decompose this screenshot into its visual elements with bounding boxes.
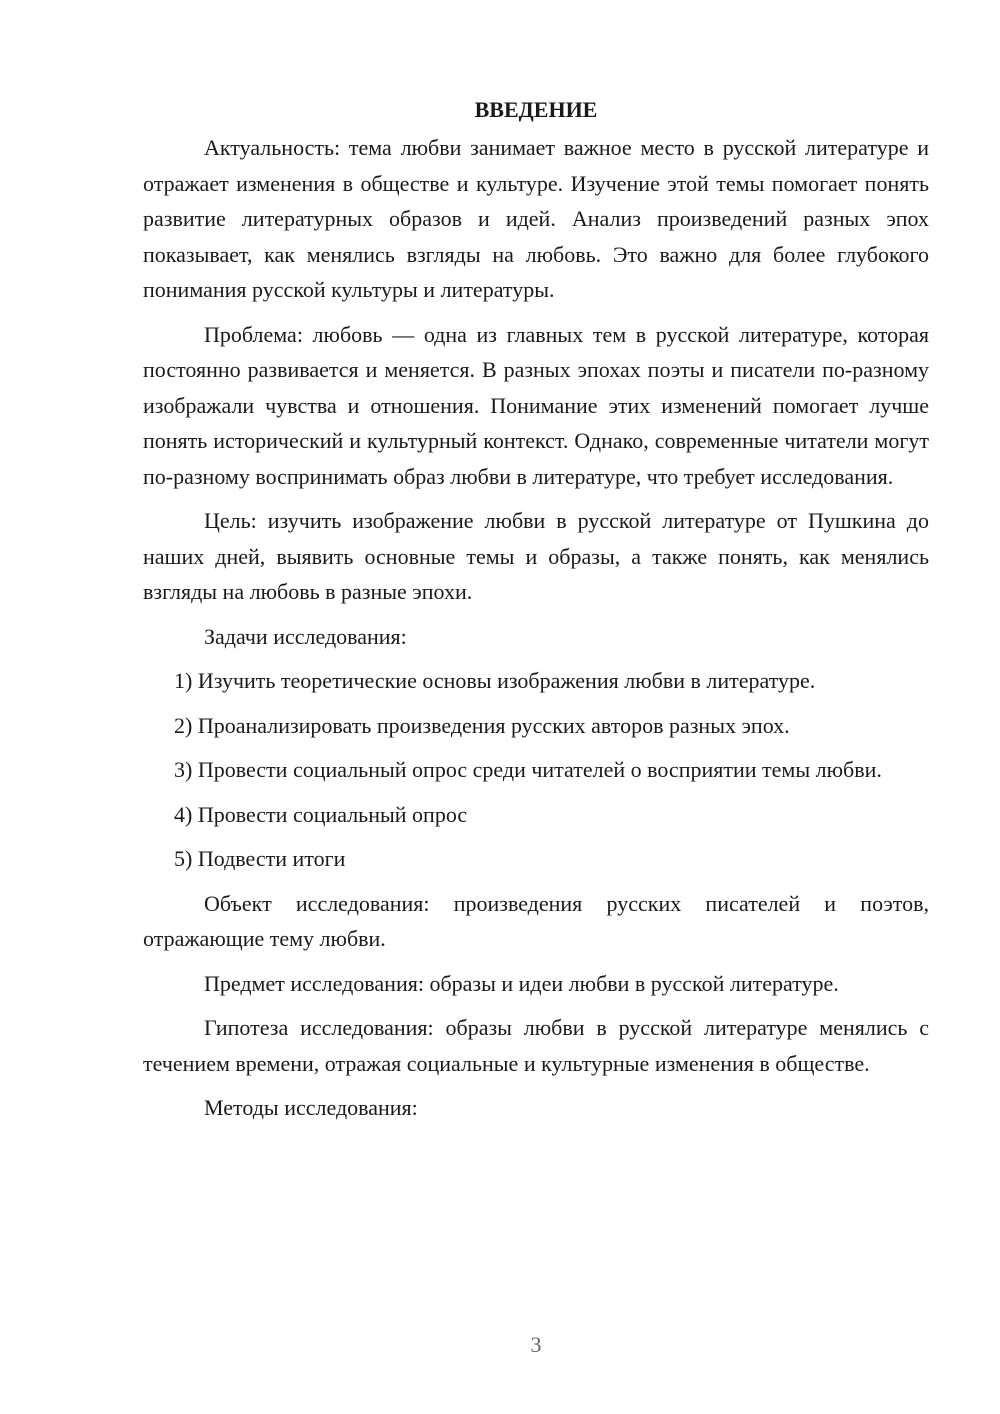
task-item: 5) Подвести итоги xyxy=(174,846,346,871)
task-item: 3) Провести социальный опрос среди читателей о восприятии темы любви. xyxy=(174,757,882,782)
task-item: 4) Провести социальный опрос xyxy=(174,801,468,827)
goal-paragraph: Цель: изучить изображение любви в русской литературе от Пушкина до наших дней, выявить основные темы и образы, а также понять, как менялись взгляды на любовь в разные эпохи. xyxy=(143,508,929,604)
hypothesis-paragraph: Гипотеза исследования: образы любви в русской литературе менялись с течением времени, отражая социальные и культурные изменения в обществе. xyxy=(143,1015,929,1076)
task-item: 1) Изучить теоретические основы изображения любви в литературе. xyxy=(174,668,816,693)
tasks-heading: Задачи исследования: xyxy=(204,623,407,649)
page-number: 3 xyxy=(530,1332,542,1357)
relevance-paragraph: Актуальность: тема любви занимает важное место в русской литературе и отражает изменения в обществе и культуре. Изучение этой темы помогает понять развитие литературных образов и идей. Анализ произведений разных эпох показывает, как менялись взгляды на любовь. Это важно для более глубокого понимания русской культуры и литературы. xyxy=(143,135,929,302)
methods-heading: Методы исследования: xyxy=(204,1095,418,1120)
problem-paragraph: Проблема: любовь — одна из главных тем в русской литературе, которая постоянно развивается и меняется. В разных эпохах поэты и писатели по-разному изображали чувства и отношения. Понимание этих изменений помогает лучше понять исторический и культурный контекст. Однако, современные читатели могут по-разному воспринимать образ любви в литературе, что требует исследования. xyxy=(143,321,929,489)
section-title: ВВЕДЕНИЕ xyxy=(474,97,598,122)
object-paragraph: Объект исследования: произведения русских писателей и поэтов, отражающие тему любви. xyxy=(143,890,929,951)
subject-paragraph: Предмет исследования: образы и идеи любви в русской литературе. xyxy=(204,970,839,996)
task-item: 2) Проанализировать произведения русских авторов разных эпох. xyxy=(174,712,790,738)
document-page xyxy=(143,92,929,1126)
